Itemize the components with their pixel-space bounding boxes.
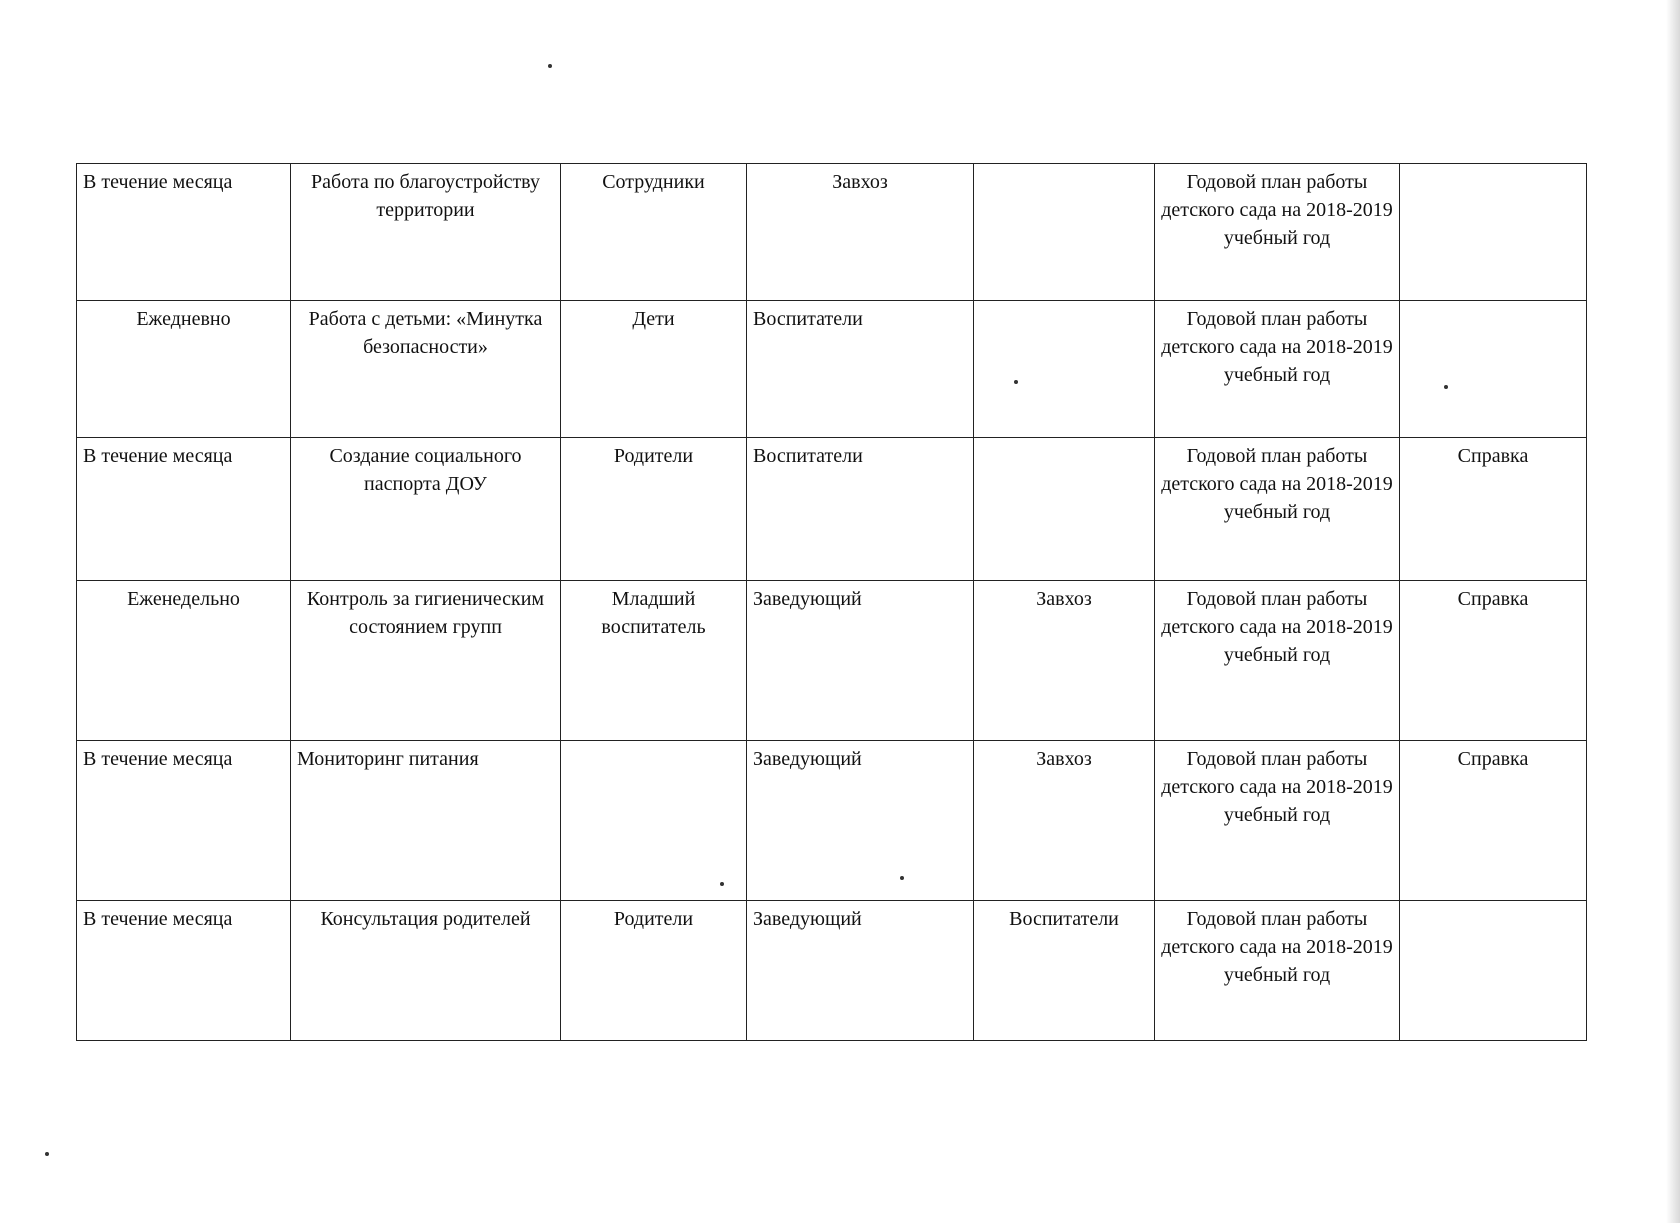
basis-cell: Годовой план работы детского сада на 2018-2019 учебный год <box>1155 438 1400 581</box>
responsible-cell: Воспитатели <box>747 438 974 581</box>
participants-cell: Дети <box>561 301 747 438</box>
co-responsible-cell: Воспитатели <box>974 901 1155 1041</box>
table-row <box>77 301 1587 438</box>
period-cell: В течение месяца <box>77 164 291 301</box>
co-responsible-cell <box>974 301 1155 438</box>
activity-cell: Работа с детьми: «Минутка безопасности» <box>291 301 561 438</box>
activity-cell: Создание социального паспорта ДОУ <box>291 438 561 581</box>
basis-cell: Годовой план работы детского сада на 2018-2019 учебный год <box>1155 164 1400 301</box>
result-cell: Справка <box>1400 581 1587 741</box>
table-row <box>77 901 1587 1041</box>
activity-cell: Работа по благоустройству территории <box>291 164 561 301</box>
result-cell: Справка <box>1400 741 1587 901</box>
result-cell <box>1400 164 1587 301</box>
table-row <box>77 581 1587 741</box>
result-cell <box>1400 301 1587 438</box>
scan-speck <box>900 876 904 880</box>
period-cell: В течение месяца <box>77 901 291 1041</box>
activity-cell: Контроль за гигиеническим состоянием групп <box>291 581 561 741</box>
co-responsible-cell <box>974 164 1155 301</box>
activity-plan-table <box>76 163 1587 1041</box>
scan-speck <box>548 64 552 68</box>
responsible-cell: Заведующий <box>747 581 974 741</box>
scan-speck <box>720 882 724 886</box>
result-cell: Справка <box>1400 438 1587 581</box>
responsible-cell: Заведующий <box>747 741 974 901</box>
basis-cell: Годовой план работы детского сада на 2018-2019 учебный год <box>1155 581 1400 741</box>
basis-cell: Годовой план работы детского сада на 2018-2019 учебный год <box>1155 741 1400 901</box>
table-row <box>77 164 1587 301</box>
basis-cell: Годовой план работы детского сада на 2018-2019 учебный год <box>1155 301 1400 438</box>
participants-cell: Родители <box>561 901 747 1041</box>
table-row <box>77 741 1587 901</box>
participants-cell: Родители <box>561 438 747 581</box>
scan-speck <box>45 1152 49 1156</box>
period-cell: В течение месяца <box>77 438 291 581</box>
responsible-cell: Заведующий <box>747 901 974 1041</box>
scan-speck <box>1444 385 1448 389</box>
co-responsible-cell: Завхоз <box>974 741 1155 901</box>
participants-cell <box>561 741 747 901</box>
table-row <box>77 438 1587 581</box>
co-responsible-cell <box>974 438 1155 581</box>
responsible-cell: Воспитатели <box>747 301 974 438</box>
participants-cell: Младший воспитатель <box>561 581 747 741</box>
page-edge-shadow <box>1666 0 1680 1223</box>
period-cell: В течение месяца <box>77 741 291 901</box>
activity-cell: Мониторинг питания <box>291 741 561 901</box>
participants-cell: Сотрудники <box>561 164 747 301</box>
basis-cell: Годовой план работы детского сада на 2018-2019 учебный год <box>1155 901 1400 1041</box>
period-cell: Ежедневно <box>77 301 291 438</box>
period-cell: Еженедельно <box>77 581 291 741</box>
co-responsible-cell: Завхоз <box>974 581 1155 741</box>
responsible-cell: Завхоз <box>747 164 974 301</box>
activity-cell: Консультация родителей <box>291 901 561 1041</box>
scan-speck <box>1014 380 1018 384</box>
result-cell <box>1400 901 1587 1041</box>
